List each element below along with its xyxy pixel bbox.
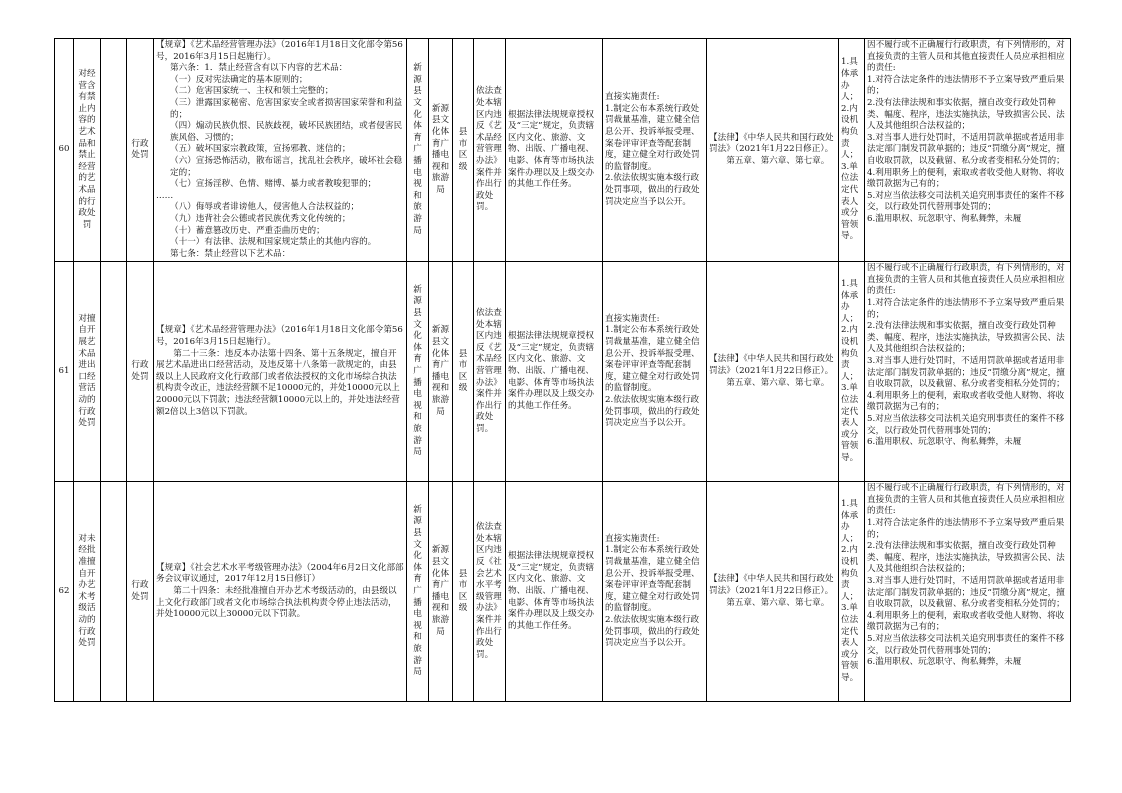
duty-scope: 根据法律法规规章授权及“三定”规定，负责辖区内文化、旅游、文物、出版、广播电视、电影、体育等市场执法案件办理以及上级交办的其他工作任务。 bbox=[506, 39, 603, 262]
exercise-level: 县市区级 bbox=[453, 482, 474, 702]
empty-cell bbox=[101, 39, 127, 262]
table-row bbox=[55, 262, 1071, 482]
duty-scope: 根据法律法规规章授权及“三定”规定，负责辖区内文化、旅游、文物、出版、广播电视、电影、体育等市场执法案件办理以及上级交办的其他工作任务。 bbox=[506, 262, 603, 482]
accountability-basis: 【法律】《中华人民共和国行政处罚法》（2021年1月22日修正）。 第五章、第六章、第七章。 bbox=[707, 39, 839, 262]
responsible-subjects: 1.具体承办人；2.内设机构负责人；3.单位法定代表人或分管领导。 bbox=[839, 39, 865, 262]
accountability-situations: 因不履行或不正确履行行政职责，有下列情形的，对直接负责的主管人员和其他直接责任人员应承担相应的责任: 1.对符合法定条件的违法情形不予立案导致严重后果的； 2.没有法律法规和事实依据，擅自改变行政处罚种类、幅度、程序，违法实施执法，导致损害公民、法人及其他组织合法权益的； 3.对当事人进行处罚时，不适用罚款单据或者适用非法定部门制发罚款单据的；违反“罚缴分离”规定，擅自收取罚款，以及截留、私分或者变相私分处罚的； 4.利用职务上的便利，索取或者收受他人财物、将收缴罚款据为己有的； 5.对应当依法移交司法机关追究刑事责任的案件不移交，以行政处罚代替刑事处罚的； 6.滥用职权、玩忽职守、徇私舞弊，未履 bbox=[865, 482, 1071, 702]
item-name: 对擅自开展艺术品进出口经营活动的行政处罚 bbox=[74, 262, 101, 482]
implementing-department: 新源县文化体育广播电视和旅游局 bbox=[407, 262, 429, 482]
item-name: 对经营含有禁止内容的艺术品和禁止经营的艺术品的行政处罚 bbox=[74, 39, 101, 262]
responsibility-items: 直接实施责任: 1.制定公布本系统行政处罚裁量基准，建立健全信息公开、投诉举报受理、案卷评审评查等配套制度，建立健全对行政处罚的监督制度。 2.依法依规实施本级行政处罚事项，做出的行政处罚决定应当予以公开。 bbox=[603, 262, 707, 482]
row-number: 61 bbox=[55, 262, 74, 482]
responsible-department: 新源县文化体育广播电视和旅游局 bbox=[429, 262, 453, 482]
duty-scope: 根据法律法规规章授权及“三定”规定，负责辖区内文化、旅游、文物、出版、广播电视、电影、体育等市场执法案件办理以及上级交办的其他工作任务。 bbox=[506, 482, 603, 702]
empty-cell bbox=[101, 262, 127, 482]
item-content: 依法查处本辖区内违反《社会艺术水平考级管理办法》案件并作出行政处罚。 bbox=[474, 482, 506, 702]
item-category: 行政处罚 bbox=[127, 262, 154, 482]
responsible-subjects: 1.具体承办人；2.内设机构负责人；3.单位法定代表人或分管领导。 bbox=[839, 482, 865, 702]
table-row bbox=[55, 39, 1071, 262]
item-content: 依法查处本辖区内违反《艺术品经营管理办法》案件并作出行政处罚。 bbox=[474, 39, 506, 262]
table-row bbox=[55, 482, 1071, 702]
responsible-department: 新源县文化体育广播电视和旅游局 bbox=[429, 39, 453, 262]
item-name: 对未经批准擅自开办艺术考级活动的行政处罚 bbox=[74, 482, 101, 702]
empty-cell bbox=[101, 482, 127, 702]
row-number: 60 bbox=[55, 39, 74, 262]
accountability-basis: 【法律】《中华人民共和国行政处罚法》（2021年1月22日修正）。 第五章、第六章、第七章。 bbox=[707, 262, 839, 482]
implementing-department: 新源县文化体育广播电视和旅游局 bbox=[407, 39, 429, 262]
item-category: 行政处罚 bbox=[127, 482, 154, 702]
responsible-department: 新源县文化体育广播电视和旅游局 bbox=[429, 482, 453, 702]
legal-basis: 【规章】《社会艺术水平考级管理办法》（2004年6月2日文化部部务会议审议通过，2017年12月15日修订） 第二十四条：未经批准擅自开办艺术考级活动的，由县级以上文化行政部门或者文化市场综合执法机构责令停止违法活动，并处10000元以上30000元以下罚款。 bbox=[154, 482, 407, 702]
exercise-level: 县市区级 bbox=[453, 262, 474, 482]
legal-basis: 【规章】《艺术品经营管理办法》（2016年1月18日文化部令第56号，2016年3月15日起施行）。 第二十三条：违反本办法第十四条、第十五条规定，擅自开展艺术品进出口经营活动，及违反第十八条第一款规定的，由县级以上人民政府文化行政部门或者依法授权的文化市场综合执法机构责令改正，违法经营额不足10000元的，并处10000元以上20000元以下罚款；违法经营额10000元以上的，并处违法经营额2倍以上3倍以下罚款。 bbox=[154, 262, 407, 482]
responsibility-items: 直接实施责任: 1.制定公布本系统行政处罚裁量基准，建立健全信息公开、投诉举报受理、案卷评审评查等配套制度，建立健全对行政处罚的监督制度。 2.依法依规实施本级行政处罚事项，做出的行政处罚决定应当予以公开。 bbox=[603, 39, 707, 262]
penalty-table bbox=[54, 38, 1071, 702]
implementing-department: 新源县文化体育广播电视和旅游局 bbox=[407, 482, 429, 702]
responsibility-items: 直接实施责任: 1.制定公布本系统行政处罚裁量基准，建立健全信息公开、投诉举报受理、案卷评审评查等配套制度，建立健全对行政处罚的监督制度。 2.依法依规实施本级行政处罚事项，做出的行政处罚决定应当予以公开。 bbox=[603, 482, 707, 702]
responsible-subjects: 1.具体承办人；2.内设机构负责人；3.单位法定代表人或分管领导。 bbox=[839, 262, 865, 482]
accountability-basis: 【法律】《中华人民共和国行政处罚法》（2021年1月22日修正）。 第五章、第六章、第七章。 bbox=[707, 482, 839, 702]
exercise-level: 县市区级 bbox=[453, 39, 474, 262]
accountability-situations: 因不履行或不正确履行行政职责，有下列情形的，对直接负责的主管人员和其他直接责任人员应承担相应的责任: 1.对符合法定条件的违法情形不予立案导致严重后果的； 2.没有法律法规和事实依据，擅自改变行政处罚种类、幅度、程序，违法实施执法，导致损害公民、法人及其他组织合法权益的； 3.对当事人进行处罚时，不适用罚款单据或者适用非法定部门制发罚款单据的；违反“罚缴分离”规定，擅自收取罚款，以及截留、私分或者变相私分处罚的； 4.利用职务上的便利，索取或者收受他人财物、将收缴罚款据为己有的； 5.对应当依法移交司法机关追究刑事责任的案件不移交，以行政处罚代替刑事处罚的； 6.滥用职权、玩忽职守、徇私舞弊，未履 bbox=[865, 262, 1071, 482]
legal-basis: 【规章】《艺术品经营管理办法》（2016年1月18日文化部令第56号，2016年3月15日起施行）。 第六条：1．禁止经营含有以下内容的艺术品： （一）反对宪法确定的基本原则的； （二）危害国家统一、主权和领土完整的； （三）泄露国家秘密、危害国家安全或者损害国家荣誉和利益的； （四）煽动民族仇恨、民族歧视，破坏民族团结，或者侵害民族风俗、习惯的； （五）破坏国家宗教政策，宣扬邪教、迷信的； （六）宣扬恐怖活动，散布谣言，扰乱社会秩序，破坏社会稳定的； （七）宣扬淫秽、色情、赌博、暴力或者教唆犯罪的； …… （八）侮辱或者诽谤他人，侵害他人合法权益的； （九）违背社会公德或者民族优秀文化传统的； （十）蓄意篡改历史、严重歪曲历史的； （十一）有法律、法规和国家规定禁止的其他内容的。 第七条：禁止经营以下艺术品： bbox=[154, 39, 407, 262]
row-number: 62 bbox=[55, 482, 74, 702]
accountability-situations: 因不履行或不正确履行行政职责，有下列情形的，对直接负责的主管人员和其他直接责任人员应承担相应的责任: 1.对符合法定条件的违法情形不予立案导致严重后果的； 2.没有法律法规和事实依据，擅自改变行政处罚种类、幅度、程序，违法实施执法，导致损害公民、法人及其他组织合法权益的； 3.对当事人进行处罚时，不适用罚款单据或者适用非法定部门制发罚款单据的；违反“罚缴分离”规定，擅自收取罚款，以及截留、私分或者变相私分处罚的； 4.利用职务上的便利，索取或者收受他人财物、将收缴罚款据为己有的； 5.对应当依法移交司法机关追究刑事责任的案件不移交，以行政处罚代替刑事处罚的； 6.滥用职权、玩忽职守、徇私舞弊，未履 bbox=[865, 39, 1071, 262]
item-category: 行政处罚 bbox=[127, 39, 154, 262]
item-content: 依法查处本辖区内违反《艺术品经营管理办法》案件并作出行政处罚。 bbox=[474, 262, 506, 482]
